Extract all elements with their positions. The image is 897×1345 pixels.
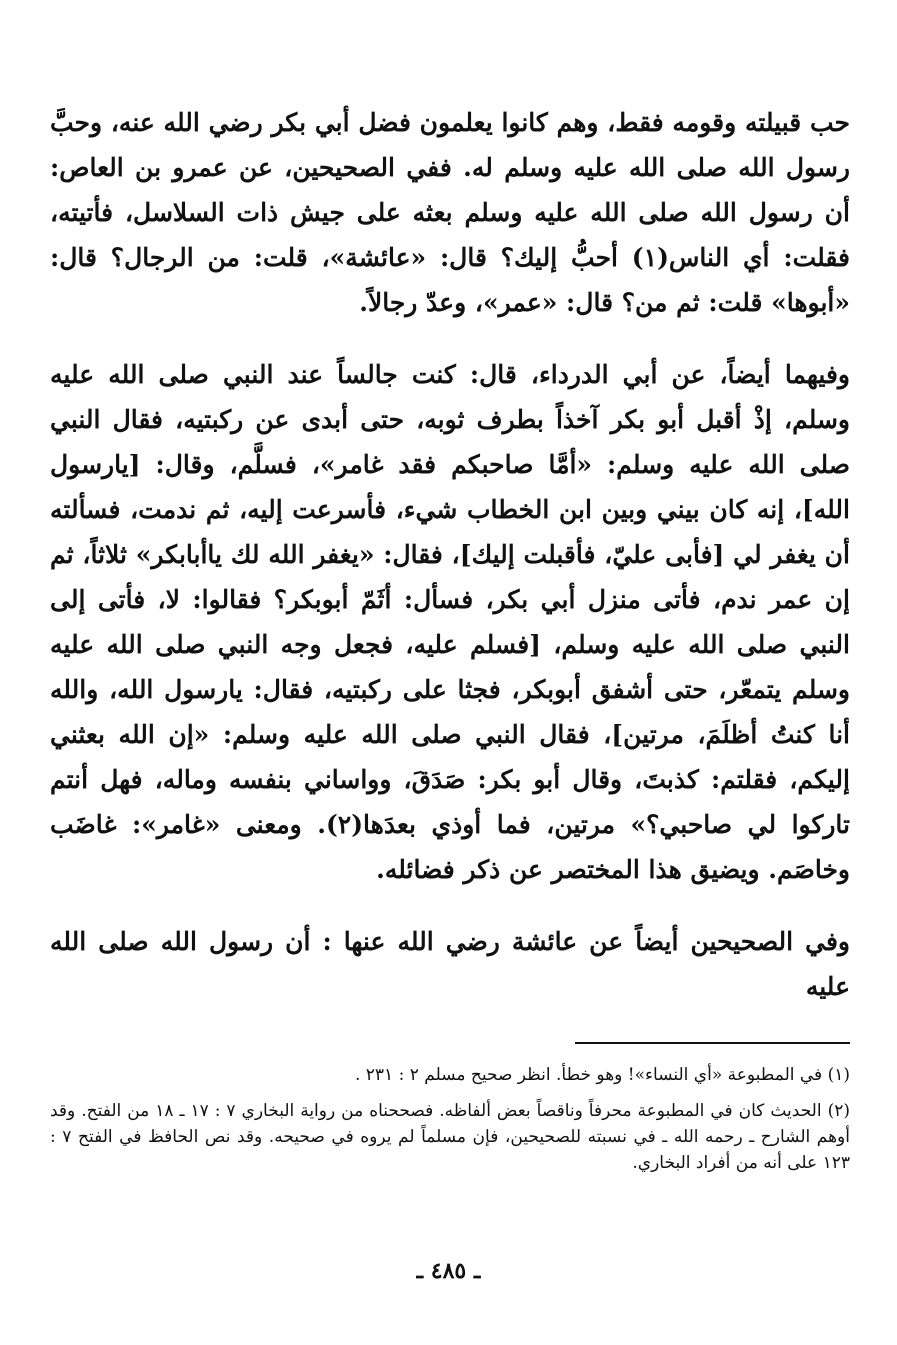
main-text xyxy=(50,100,850,1009)
footnote-divider xyxy=(575,1042,850,1044)
page-number: ـ ٤٨٥ ـ xyxy=(416,1258,481,1284)
footnote: (١) في المطبوعة «أي النساء»! وهو خطأ. انظر صحيح مسلم ٢ : ٢٣١ . xyxy=(354,1065,850,1085)
paragraph: وفي الصحيحين أيضاً عن عائشة رضي الله عنها : أن رسول الله صلى الله عليه xyxy=(50,927,850,1001)
paragraph: حب قبيلته وقومه فقط، وهم كانوا يعلمون فضل أبي بكر رضي الله عنه، وحبَّ رسول الله صلى الله عليه وسلم له. ففي الصحيحين، عن عمرو بن العاص: أن رسول الله صلى الله عليه وسلم بعثه على جيش ذات السلاسل، فأتيته، فقلت: أي الناس(١) أحبُّ إليك؟ قال: «عائشة»، قلت: من الرجال؟ قال: «أبوها» قلت: ثم من؟ قال: «عمر»، وعدّ رجالاً. xyxy=(50,108,850,317)
footnote: (٢) الحديث كان في المطبوعة محرفاً وناقصاً بعض ألفاظه. فصححناه من رواية البخاري ٧ : ١٧ ـ ١٨ من الفتح. وقد أوهم الشارح ـ رحمه الله ـ في نسبته للصحيحين، فإن مسلماً لم يروه في صحيحه. وقد نص الحافظ في الفتح ٧ : ١٢٣ على أنه من أفراد البخاري. xyxy=(50,1101,850,1173)
footnotes xyxy=(50,1062,850,1176)
paragraph: وفيهما أيضاً، عن أبي الدرداء، قال: كنت جالساً عند النبي صلى الله عليه وسلم، إذْ أقبل أبو بكر آخذاً بطرف ثوبه، حتى أبدى عن ركبتيه، فقال النبي صلى الله عليه وسلم: «أمَّا صاحبكم فقد غامر»، فسلَّم، وقال: [يارسول الله]، إنه كان بيني وبين ابن الخطاب شيء، فأسرعت إليه، ثم ندمت، فسألته أن يغفر لي [فأبى عليّ، فأقبلت إليك]، فقال: «يغفر الله لك ياأبابكر» ثلاثاً، ثم إن عمر ندم، فأتى منزل أبي بكر، فسأل: أثَمّ أبوبكر؟ فقالوا: لا، فأتى إلى النبي صلى الله عليه وسلم، [فسلم عليه، فجعل وجه النبي صلى الله عليه وسلم يتمعّر، حتى أشفق أبوبكر، فجثا على ركبتيه، فقال: يارسول الله، والله أنا كنتُ أظلَمَ، مرتين]، فقال النبي صلى الله عليه وسلم: «إن الله بعثني إليكم، فقلتم: كذبتَ، وقال أبو بكر: صَدَقَ، وواساني بنفسه وماله، فهل أنتم تاركوا لي صاحبي؟» مرتين، فما أوذي بعدَها(٢). ومعنى «غامر»: غاضَب وخاصَم. ويضيق هذا المختصر عن ذكر فضائله. xyxy=(50,360,850,884)
